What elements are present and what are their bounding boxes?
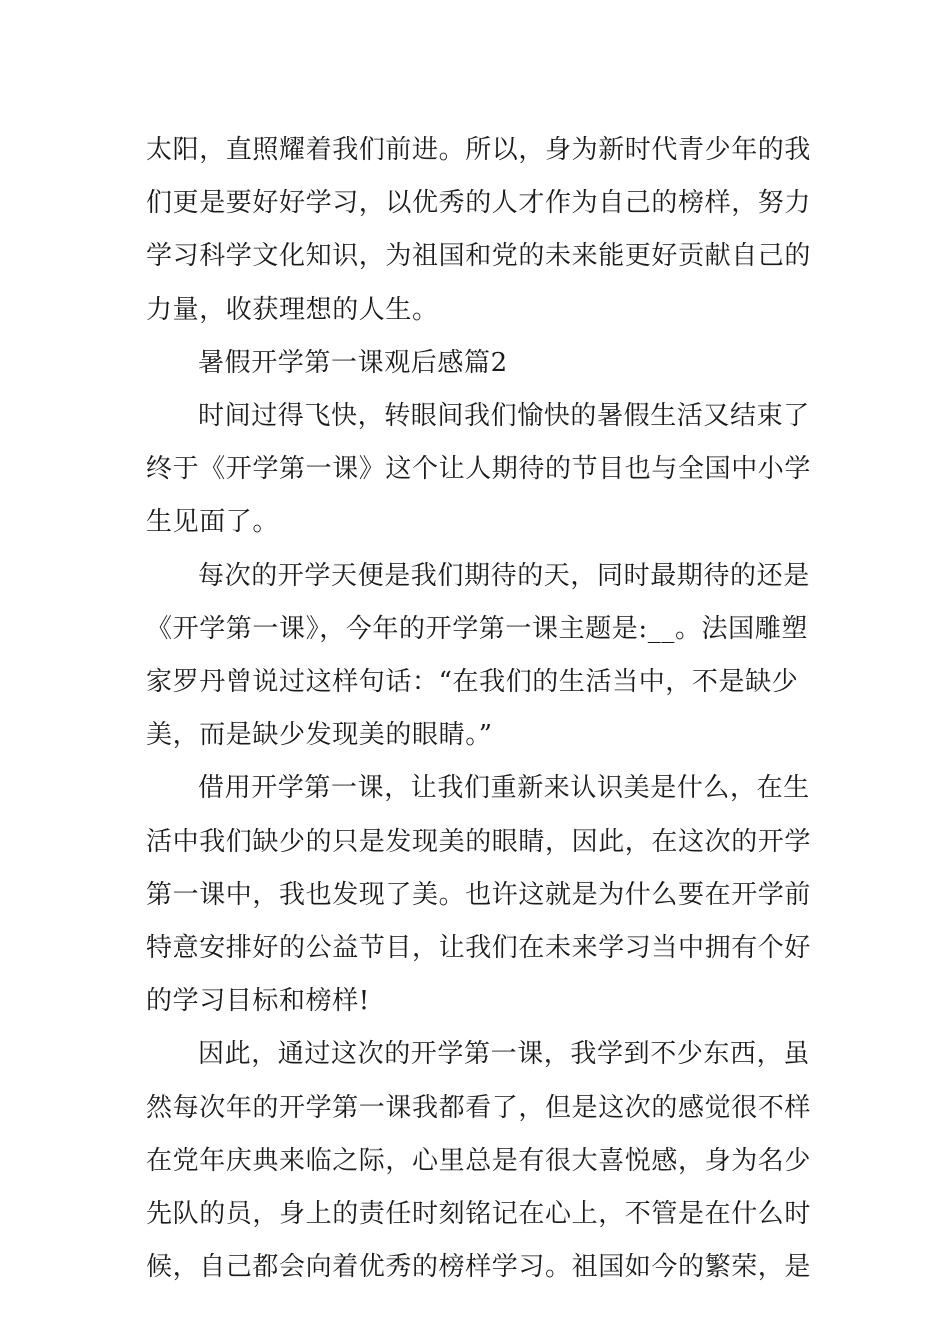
text-line: 候，自己都会向着优秀的榜样学习。祖国如今的繁荣，是 <box>146 1252 812 1283</box>
text-line: 家罗丹曾说过这样句话：“在我们的生活当中，不是缺少 <box>146 667 799 698</box>
paragraph-5 <box>146 762 812 1028</box>
paragraph-4 <box>146 550 808 763</box>
text-line: 生见面了。 <box>146 507 280 538</box>
text-line: 美，而是缺少发现美的眼睛。” <box>146 720 493 751</box>
text-line: 借用开学第一课，让我们重新来认识美是什么，在生 <box>198 773 810 804</box>
text-line: 时间过得飞快，转眼间我们愉快的暑假生活又结束了 <box>198 401 810 432</box>
text-line: 在党年庆典来临之际，心里总是有很大喜悦感，身为名少 <box>146 1145 812 1176</box>
text-line: 先队的员，身上的责任时刻铭记在心上，不管是在什么时 <box>146 1199 812 1230</box>
text-line: 力量，收获理想的人生。 <box>146 294 439 325</box>
text-line: 特意安排好的公益节目，让我们在未来学习当中拥有个好 <box>146 933 812 964</box>
paragraph-6 <box>146 1028 812 1294</box>
paragraph-1 <box>146 124 812 337</box>
text-line: 第一课中，我也发现了美。也许这就是为什么要在开学前 <box>146 879 812 910</box>
text-line: 太阳，直照耀着我们前进。所以，身为新时代青少年的我 <box>146 135 812 165</box>
text-line: 的学习目标和榜样! <box>146 986 370 1017</box>
text-line: 活中我们缺少的只是发现美的眼睛，因此，在这次的开学 <box>146 826 812 857</box>
text-line: 学习科学文化知识，为祖国和党的未来能更好贡献自己的 <box>146 241 812 272</box>
paragraph-3 <box>146 390 812 550</box>
text-line: 《开学第一课》，今年的开学第一课主题是:__。法国雕塑 <box>146 613 808 644</box>
text-line: 们更是要好好学习，以优秀的人才作为自己的榜样，努力 <box>146 188 812 219</box>
document-body <box>146 124 812 1294</box>
text-line: 终于《开学第一课》这个让人期待的节目也与全国中小学 <box>146 454 812 485</box>
text-line: 因此，通过这次的开学第一课，我学到不少东西，虽 <box>198 1039 810 1070</box>
text-line: 然每次年的开学第一课我都看了，但是这次的感觉很不样 <box>146 1092 812 1123</box>
heading-text: 暑假开学第一课观后感篇2 <box>198 347 508 378</box>
section-heading <box>146 337 808 390</box>
text-line: 每次的开学天便是我们期待的天，同时最期待的还是 <box>198 560 810 591</box>
